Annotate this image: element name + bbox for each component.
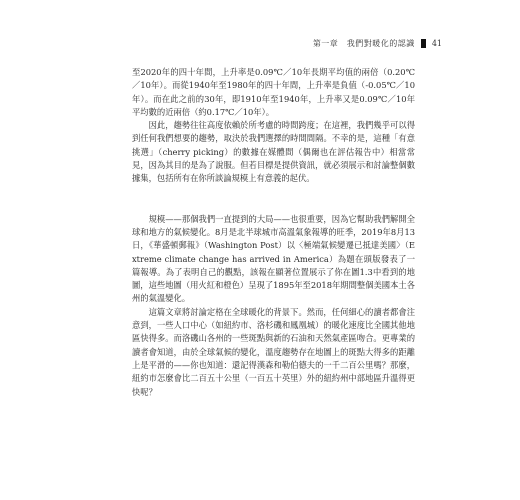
running-header	[313, 38, 442, 49]
page-number: 41	[431, 39, 442, 48]
chapter-title: 第一章 我們對暖化的認識	[312, 39, 415, 48]
header-marker	[421, 39, 426, 48]
paragraph-2: 因此，趨勢往往高度依賴於所考慮的時間跨度；在這裡，我們幾乎可以得到任何我們想要的趨勢，取決於我們選擇的時間間隔。不幸的是，這種「有意挑選」（cherry picking）的數據在媒體間（偶爾也在評估報告中）相當常見，因為其目的是為了說服。但若目標是提供資訊，就必須展示和討論整個數據集，包括所有在你所談論規模上有意義的起伏。	[132, 120, 415, 184]
section-break	[132, 186, 415, 213]
page-body	[132, 66, 415, 399]
paragraph-1: 至2020年的四十年間，上升率是0.09℃／10年長期平均值的兩倍（0.20℃／10年）。而從1940年至1980年的四十年間，上升率是負值（-0.05℃／10年）。而在此之前的30年，即1910年至1940年，上升率又是0.09℃／10年平均數的近兩倍（約0.17℃／10年）。	[132, 67, 415, 117]
paragraph-3: 規模——那個我們一直提到的大局——也很重要，因為它幫助我們解開全球和地方的氣候變化。8月是北半球城市高溫氣象報導的旺季，2019年8月13日，《華盛頓郵報》（Washington Post）以〈極端氣候變遷已抵達美國〉（Extreme climate change has arrived in America）為題在頭版發表了一篇報導。為了表明自己的觀點，該報在顯著位置展示了你在圖1.3中看到的地圖，這些地圖（用火紅和橙色）呈現了1895年至2018年期間整個美國本土各州的氣溫變化。	[132, 213, 415, 304]
paragraph-4: 這篇文章將討論定格在全球暖化的背景下。然而，任何細心的讀者都會注意到，一些人口中心（如紐約市、洛杉磯和鳳凰城）的暖化速度比全國其他地區快得多。而洛磯山各州的一些斑點與新的石油和天然氣產區吻合。更專業的讀者會知道，由於全球氣候的變化，溫度趨勢存在地圖上的斑點大得多的距離上是平滑的——你也知道：還記得漢森和勒伯德夫的一千二百公里嗎？那麼，紐約市怎麼會比二百五十公里（一百五十英里）外的紐約州中部地區升溫得更快呢？	[132, 306, 415, 397]
